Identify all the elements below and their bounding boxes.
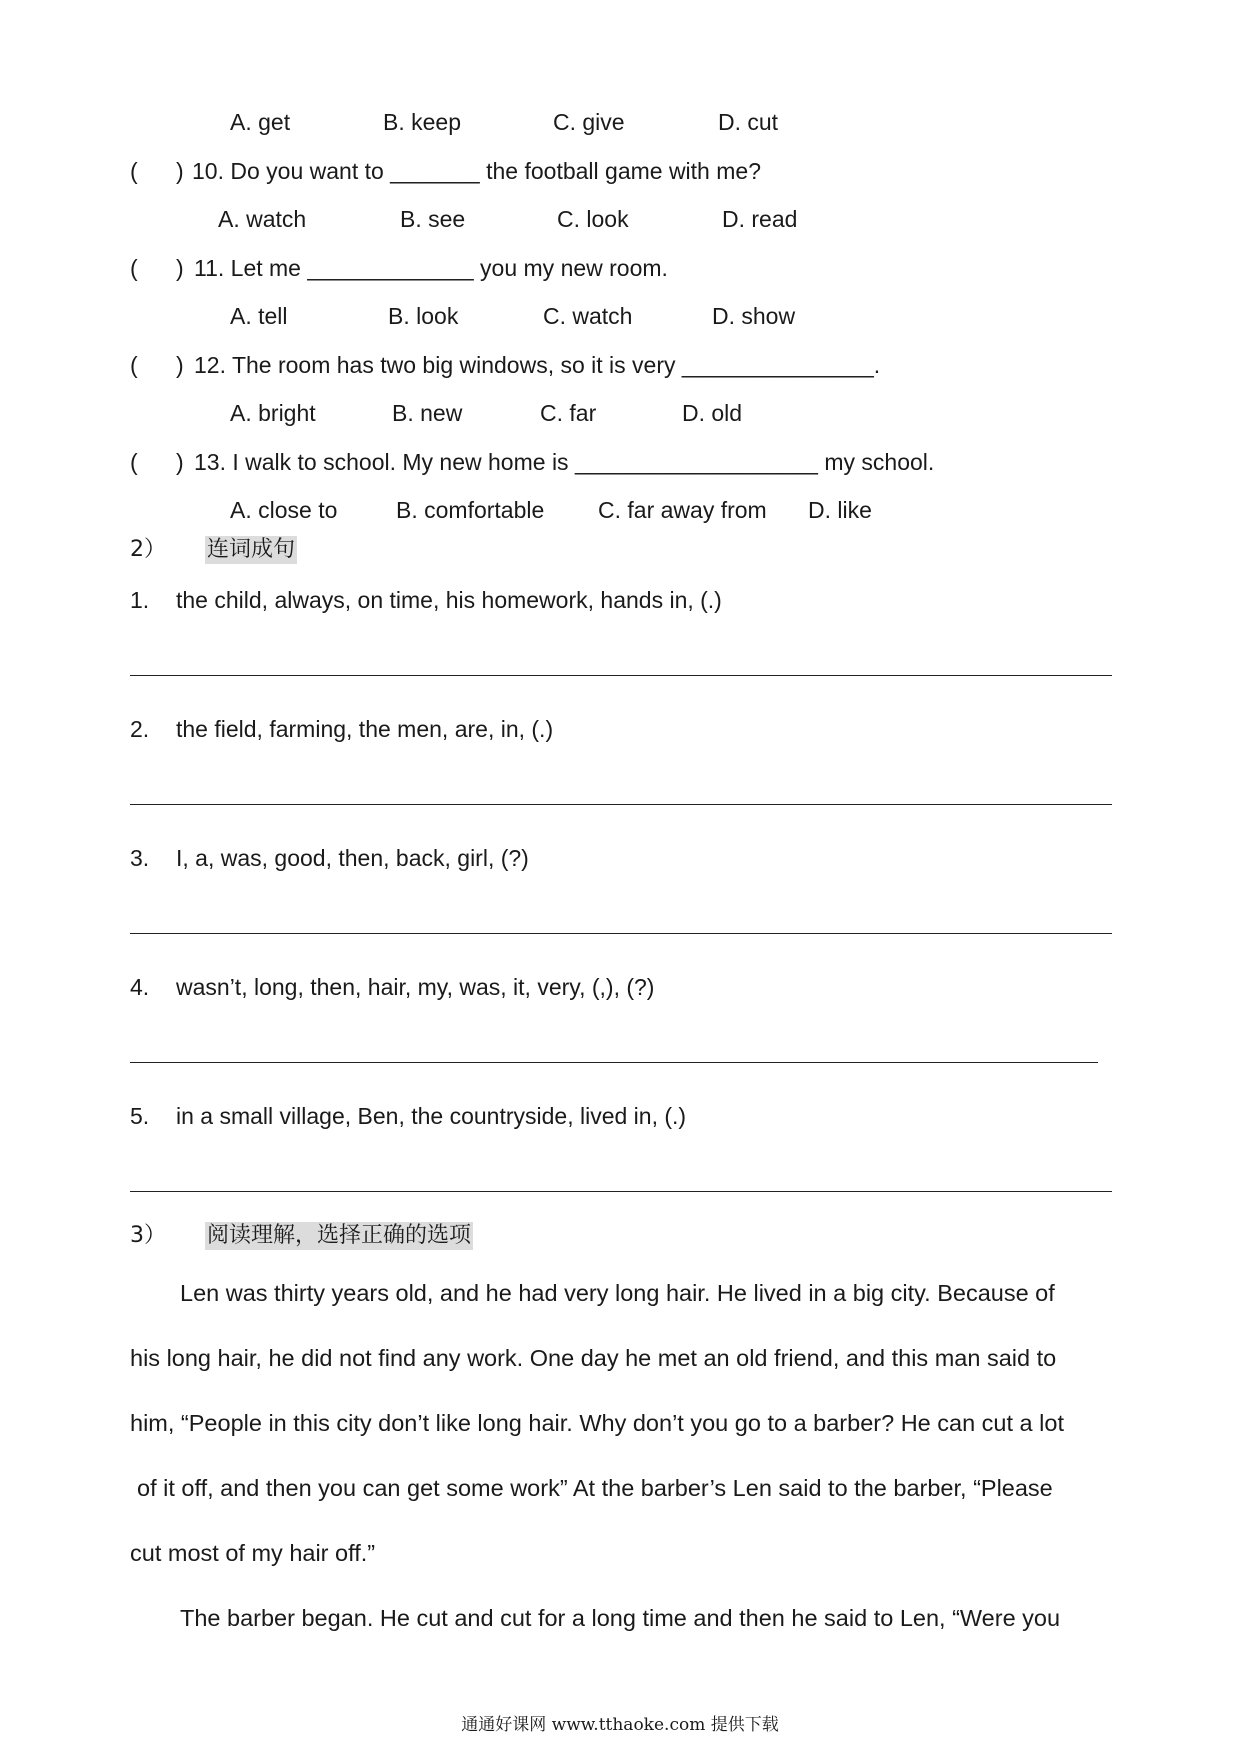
section3-number: 3） <box>130 1223 166 1248</box>
section3-title: 阅读理解，选择正确的选项 <box>207 1223 472 1248</box>
section2-title: 连词成句 <box>207 537 296 562</box>
answer-line-4[interactable] <box>130 1062 1098 1063</box>
q13-option-d: D. like <box>808 497 872 523</box>
q9-option-d: D. cut <box>718 109 779 135</box>
q9-option-b: B. keep <box>383 109 461 135</box>
q12-option-d: D. old <box>682 400 743 426</box>
passage-line-4: of it off, and then you can get some work” At the barber’s Len said to the barber, “Please <box>137 1475 1053 1501</box>
q12-option-a: A. bright <box>230 400 316 426</box>
passage-line-6: The barber began. He cut and cut for a long time and then he said to Len, “Were you <box>180 1605 1061 1631</box>
answer-line-1[interactable] <box>130 675 1112 676</box>
answer-line-5[interactable] <box>130 1191 1112 1192</box>
q12-option-b: B. new <box>392 400 463 426</box>
passage-line-5: cut most of my hair off.” <box>130 1540 376 1566</box>
passage-line-1: Len was thirty years old, and he had very long hair. He lived in a big city. Because of <box>180 1280 1055 1306</box>
q13-paren-open: ( <box>130 449 138 475</box>
passage-line-2: his long hair, he did not find any work. One day he met an old friend, and this man said to <box>130 1345 1057 1371</box>
sentence-3-words: I, a, was, good, then, back, girl, (?) <box>176 845 529 871</box>
q10-paren-open: ( <box>130 158 138 184</box>
q12-question: 12. The room has two big windows, so it is very _______________. <box>194 352 881 378</box>
q10-question: 10. Do you want to _______ the football game with me? <box>192 158 761 184</box>
q10-option-b: B. see <box>400 206 466 232</box>
sentence-1-number: 1. <box>130 587 150 613</box>
q13-option-a: A. close to <box>230 497 338 523</box>
sentence-5-number: 5. <box>130 1103 150 1129</box>
q13-option-b: B. comfortable <box>396 497 545 523</box>
answer-line-3[interactable] <box>130 933 1112 934</box>
q11-paren-close: ) <box>176 255 184 281</box>
q11-option-c: C. watch <box>543 303 633 329</box>
sentence-1-words: the child, always, on time, his homework, hands in, (.) <box>176 587 722 613</box>
q9-option-c: C. give <box>553 109 625 135</box>
q9-option-a: A. get <box>230 109 291 135</box>
q13-option-c: C. far away from <box>598 497 767 523</box>
sentence-2-number: 2. <box>130 716 150 742</box>
answer-line-2[interactable] <box>130 804 1112 805</box>
section2-number: 2） <box>130 537 166 562</box>
q10-option-c: C. look <box>557 206 629 232</box>
sentence-4-number: 4. <box>130 974 150 1000</box>
q13-paren-close: ) <box>176 449 184 475</box>
page-footer: 通通好课网 www.tthaoke.com 提供下载 <box>461 1715 779 1735</box>
q12-paren-open: ( <box>130 352 138 378</box>
q11-option-a: A. tell <box>230 303 288 329</box>
q10-paren-close: ) <box>176 158 184 184</box>
q11-paren-open: ( <box>130 255 138 281</box>
sentence-4-words: wasn’t, long, then, hair, my, was, it, very, (,), (?) <box>176 974 655 1000</box>
q10-option-a: A. watch <box>218 206 307 232</box>
q11-option-b: B. look <box>388 303 459 329</box>
q12-option-c: C. far <box>540 400 597 426</box>
q13-question: 13. I walk to school. My new home is ___________________ my school. <box>194 449 935 475</box>
q12-paren-close: ) <box>176 352 184 378</box>
q10-option-d: D. read <box>722 206 798 232</box>
sentence-5-words: in a small village, Ben, the countryside, lived in, (.) <box>176 1103 687 1129</box>
sentence-2-words: the field, farming, the men, are, in, (.) <box>176 716 554 742</box>
q11-question: 11. Let me _____________ you my new room. <box>194 255 668 281</box>
q11-option-d: D. show <box>712 303 796 329</box>
sentence-3-number: 3. <box>130 845 150 871</box>
passage-line-3: him, “People in this city don’t like long hair. Why don’t you go to a barber? He can cut a lot <box>130 1410 1064 1436</box>
